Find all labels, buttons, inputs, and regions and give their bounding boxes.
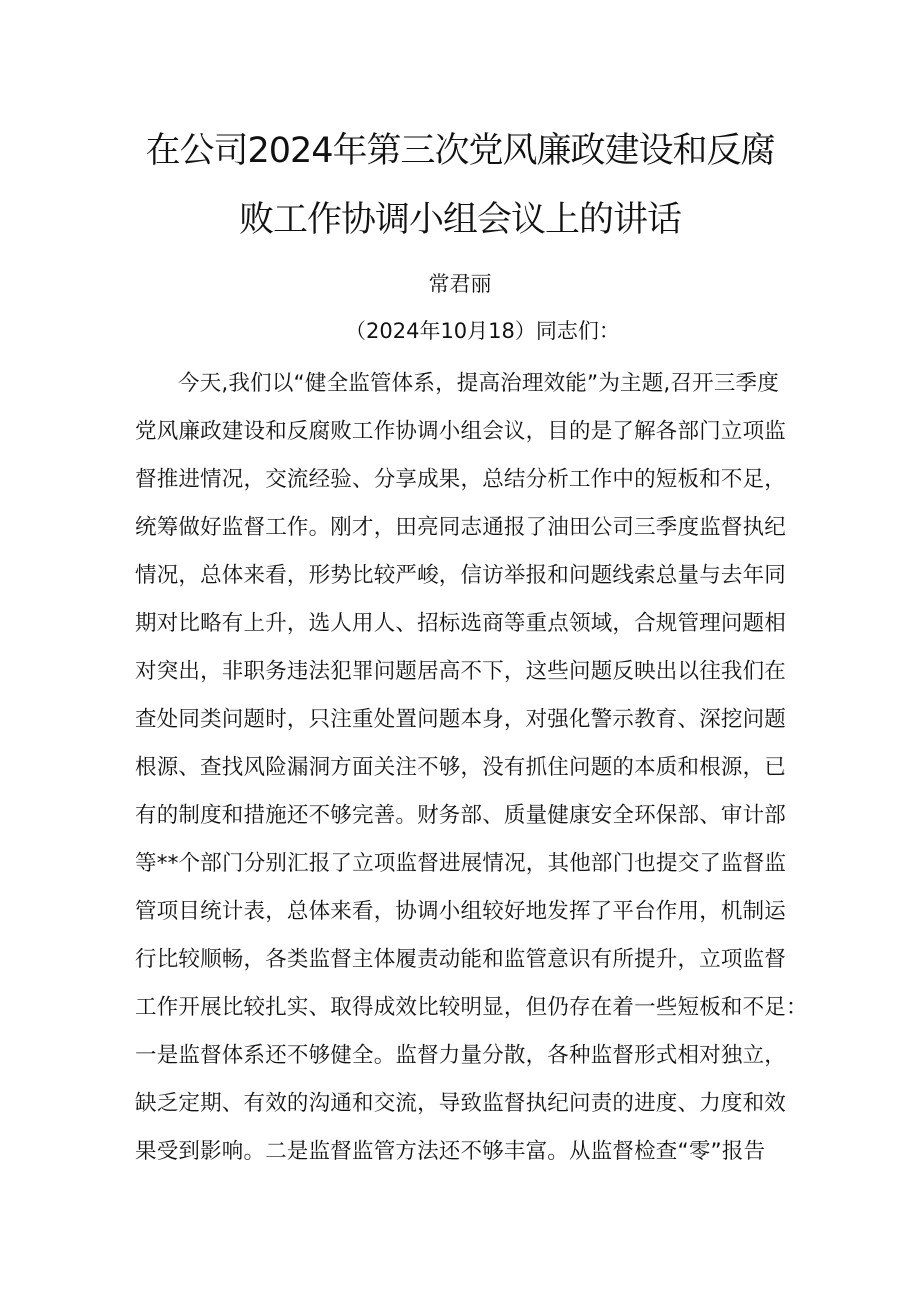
body-line: 有的制度和措施还不够完善。财务部、质量健康安全环保部、审计部 xyxy=(135,803,787,828)
body-line: 一是监督体系还不够健全。监督力量分散，各种监督形式相对独立， xyxy=(135,1043,787,1068)
body-line: 统筹做好监督工作。刚才，田亮同志通报了油田公司三季度监督执纪 xyxy=(135,515,787,540)
body-line: 党风廉政建设和反腐败工作协调小组会议，目的是了解各部门立项监 xyxy=(135,419,787,444)
document-title-line-2: 败工作协调小组会议上的讲话 xyxy=(238,200,681,240)
body-line: 等**个部门分别汇报了立项监督进展情况，其他部门也提交了监督监 xyxy=(135,851,787,876)
body-line: 缺乏定期、有效的沟通和交流，导致监督执纪问责的进度、力度和效 xyxy=(135,1091,787,1116)
body-line: 行比较顺畅，各类监督主体履责动能和监管意识有所提升，立项监督 xyxy=(135,947,787,972)
body-line: 今天,我们以“健全监管体系，提高治理效能”为主题,召开三季度 xyxy=(178,371,779,396)
body-line: 果受到影响。二是监督监管方法还不够丰富。从监督检查“零”报告 xyxy=(135,1139,766,1164)
date-and-salutation: （2024年10月18）同志们： xyxy=(345,319,620,343)
body-line: 工作开展比较扎实、取得成效比较明显，但仍存在着一些短板和不足： xyxy=(135,995,808,1020)
body-line: 对突出，非职务违法犯罪问题居高不下，这些问题反映出以往我们在 xyxy=(135,659,787,684)
author-name: 常君丽 xyxy=(428,272,492,296)
body-line: 查处同类问题时，只注重处置问题本身，对强化警示教育、深挖问题 xyxy=(135,707,787,732)
document-title-line-1: 在公司2024年第三次党风廉政建设和反腐 xyxy=(145,131,775,171)
body-line: 管项目统计表，总体来看，协调小组较好地发挥了平台作用，机制运 xyxy=(135,899,787,924)
body-line: 期对比略有上升，选人用人、招标选商等重点领域，合规管理问题相 xyxy=(135,611,787,636)
body-line: 情况，总体来看，形势比较严峻，信访举报和问题线索总量与去年同 xyxy=(135,563,787,588)
body-line: 督推进情况，交流经验、分享成果，总结分析工作中的短板和不足， xyxy=(135,467,787,492)
body-line: 根源、查找风险漏洞方面关注不够，没有抓住问题的本质和根源，已 xyxy=(135,755,787,780)
